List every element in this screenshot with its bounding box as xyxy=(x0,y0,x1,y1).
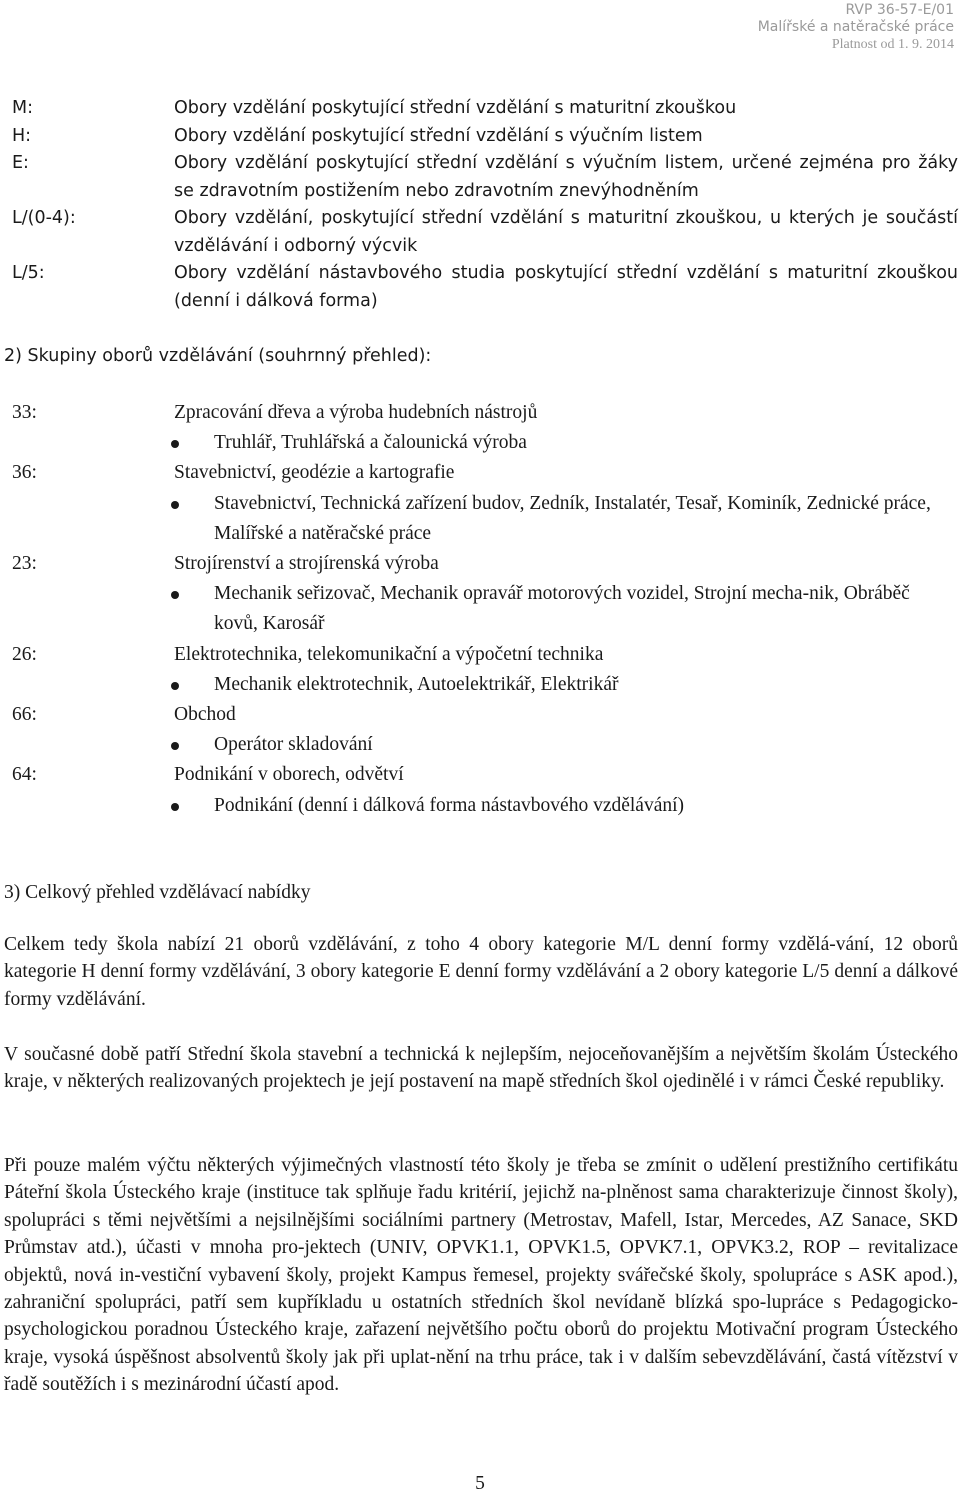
abbreviation-code: E: xyxy=(12,153,29,173)
header-document-code: RVP 36-57-E/01 xyxy=(845,2,954,18)
page-number: 5 xyxy=(475,1473,485,1494)
bullet-icon xyxy=(164,428,214,458)
bullet-icon xyxy=(164,670,214,700)
field-group-items: Mechanik elektrotechnik, Autoelektrikář, Elektrikář xyxy=(214,673,619,695)
field-group-code: 23: xyxy=(12,553,37,575)
field-groups-list xyxy=(12,398,958,821)
section-3-heading: 3) Celkový přehled vzdělávací nabídky xyxy=(4,882,311,903)
section-2-heading: 2) Skupiny oborů vzdělávání (souhrnný přehled): xyxy=(4,346,432,366)
field-group-code: 66: xyxy=(12,704,37,726)
paragraph-school-features: Při pouze malém výčtu některých výjimečných vlastností této školy je třeba se zmínit o udělení prestižního certifikátu Páteřní škola Ústeckého kraje (instituce tak splňuje řadu kritérií, jejichž na-plněnost sama charakterizuje činnost školy), spolupráci s těmi největšími a nejsilnějšími sociálními partnery (Metrostav, Mafell, Istar, Mercedes, AZ Sanace, SKD Průmstav atd.), účasti v mnoha pro-jektech (UNIV, OPVK1.1, OPVK1.5, OPVK7.1, OPVK3.2, ROP – revitalizace objektů, nová in-vestiční vybavení školy, projekt Kampus řemesel, projekty svářečské školy, spolupráce s ASK apod.), zahraniční spolupráci, patří sem kupříkladu u ostatních středních škol nevídaně blízká spo-lupráce s Pedagogicko-psychologickou poradnou Ústeckého kraje, zařazení největšího počtu oborů do projektu Motivační program Ústeckého kraje, vysoká úspěšnost absolventů školy jak při uplat-nění na trhu práce, tak i v dalším sebevzdělávání, častá vítězství v řadě soutěžích i s mezinárodní účastí apod. xyxy=(4,1155,958,1396)
abbreviation-code: H: xyxy=(12,125,32,146)
field-group-items: Stavebnictví, Technická zařízení budov, Zedník, Instalatér, Tesař, Kominík, Zednické práce, Malířské a natěračské práce xyxy=(214,492,931,544)
abbreviation-code: L/(0-4): xyxy=(12,208,76,228)
abbreviation-list xyxy=(12,95,958,315)
header-document-title: Malířské a natěračské práce xyxy=(757,19,954,35)
paragraph-overview: Celkem tedy škola nabízí 21 oborů vzdělávání, z toho 4 obory kategorie M/L denní formy vzdělá-vání, 12 oborů kategorie H denní formy vzdělávání, 3 obory kategorie E denní formy vzdělávání a 2 obory kategorie L/5 denní a dálkové formy vzdělávání. xyxy=(4,934,958,1010)
field-group-items: Mechanik seřizovač, Mechanik opravář motorových vozidel, Strojní mecha-nik, Obráběč kovů, Karosář xyxy=(214,583,910,635)
field-group-items: Podnikání (denní i dálková forma nástavbového vzdělávání) xyxy=(214,794,685,816)
field-group xyxy=(12,549,958,640)
abbreviation-row xyxy=(12,150,958,205)
abbreviation-text: Obory vzdělání, poskytující střední vzdělání s maturitní zkouškou, u kterých je součástí vzdělávání i odborný výcvik xyxy=(174,208,958,256)
bullet-icon xyxy=(164,791,214,821)
field-group xyxy=(12,398,958,458)
field-group-title: Zpracování dřeva a výroba hudebních nástrojů xyxy=(174,402,538,423)
field-group-code: 36: xyxy=(12,462,37,484)
abbreviation-text: Obory vzdělání poskytující střední vzdělání s výučním listem, určené zejména pro žáky se zdravotním postižením nebo zdravotním znevýhodněním xyxy=(174,153,958,201)
bullet-icon xyxy=(164,730,214,760)
field-group-title: Strojírenství a strojírenská výroba xyxy=(174,553,439,575)
field-group xyxy=(12,760,958,820)
field-group-title: Stavebnictví, geodézie a kartografie xyxy=(174,462,455,484)
abbreviation-row xyxy=(12,260,958,315)
field-group-title: Obchod xyxy=(174,704,236,726)
page-header xyxy=(758,2,954,53)
abbreviation-text: Obory vzdělání poskytující střední vzdělání s výučním listem xyxy=(174,125,703,146)
field-group xyxy=(12,458,958,549)
abbreviation-text: Obory vzdělání nástavbového studia poskytující střední vzdělání s maturitní zkouškou (denní i dálková forma) xyxy=(174,263,958,311)
abbreviation-code: L/5: xyxy=(12,263,45,283)
field-group xyxy=(12,640,958,700)
abbreviation-row xyxy=(12,95,958,123)
paragraph-school-status: V současné době patří Střední škola stavební a technická k nejlepším, nejoceňovanějším a největším školám Ústeckého kraje, v některých realizovaných projektech je její postavení na mapě středních škol ojedinělé i v rámci České republiky. xyxy=(4,1044,958,1093)
abbreviation-text: Obory vzdělání poskytující střední vzdělání s maturitní zkouškou xyxy=(174,98,737,118)
bullet-icon xyxy=(164,489,214,549)
abbreviation-row xyxy=(12,123,958,151)
field-group-title: Elektrotechnika, telekomunikační a výpočetní technika xyxy=(174,643,604,665)
field-group-code: 26: xyxy=(12,643,37,665)
field-group-code: 33: xyxy=(12,402,37,423)
header-validity-date: Platnost od 1. 9. 2014 xyxy=(831,37,954,52)
abbreviation-code: M: xyxy=(12,98,33,118)
field-group-title: Podnikání v oborech, odvětví xyxy=(174,764,404,786)
field-group-items: Operátor skladování xyxy=(214,734,373,756)
bullet-icon xyxy=(164,579,214,639)
field-group xyxy=(12,700,958,760)
abbreviation-row xyxy=(12,205,958,260)
field-group-code: 64: xyxy=(12,764,37,786)
field-group-items: Truhlář, Truhlářská a čalounická výroba xyxy=(214,432,527,454)
